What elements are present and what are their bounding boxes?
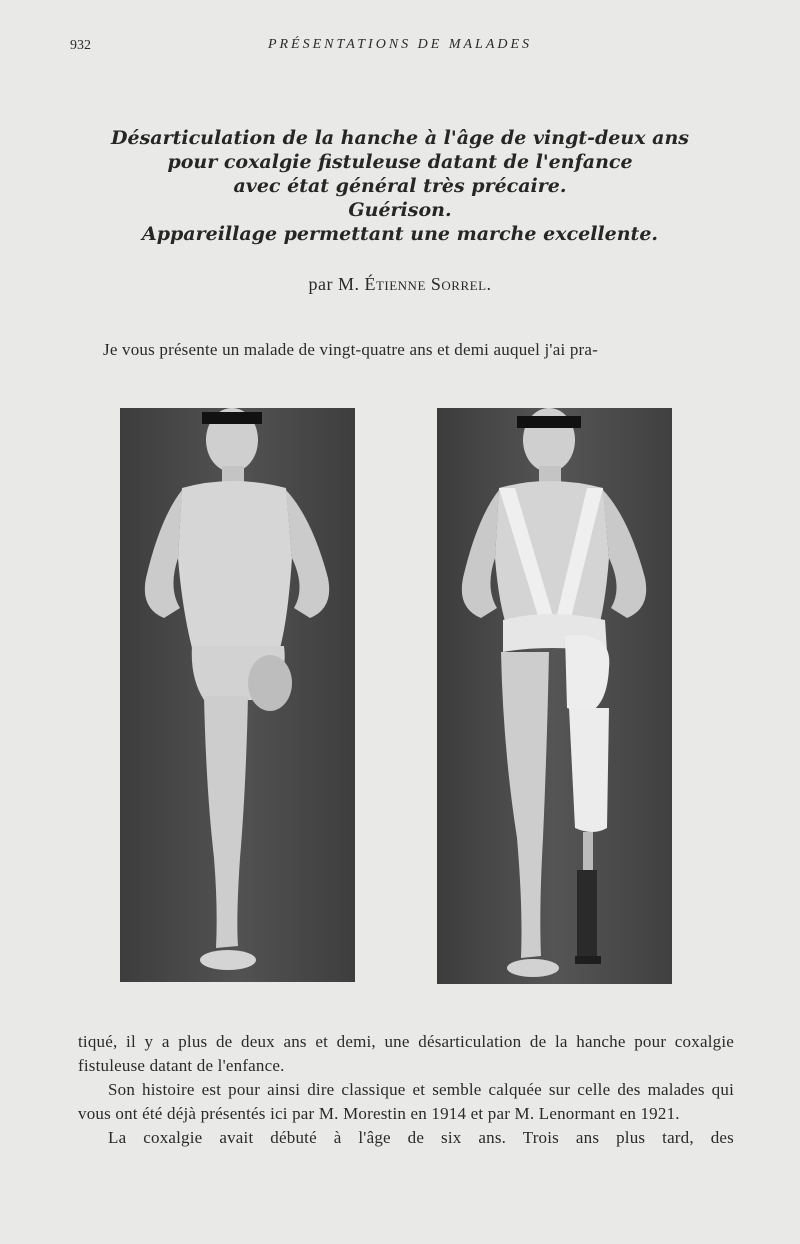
title-line: Appareillage permettant une marche excellente. <box>141 223 659 245</box>
title-line: Guérison. <box>348 199 452 221</box>
body-text <box>78 1030 734 1150</box>
paragraph: La coxalgie avait débuté à l'âge de six ans. Trois ans plus tard, des <box>108 1128 734 1147</box>
patient-photo-with-prosthesis-icon <box>437 408 672 984</box>
patient-photo-without-prosthesis-icon <box>120 408 355 982</box>
title-line: avec état général très précaire. <box>233 175 567 197</box>
paragraph: tiqué, il y a plus de deux ans et demi, une désarticulation de la hanche pour coxalgie fistuleuse datant de l'enfance. <box>78 1032 734 1075</box>
intro-paragraph: Je vous présente un malade de vingt-quatre ans et demi auquel j'ai pra- <box>103 340 598 359</box>
author-line <box>0 274 800 295</box>
author-prefix: par <box>308 274 333 294</box>
paragraph: Son histoire est pour ainsi dire classique et semble calquée sur celle des malades qui vous ont été déjà présentés ici par M. Morestin en 1914 et par M. Lenormant en 1921. <box>78 1080 734 1123</box>
title-line: pour coxalgie fistuleuse datant de l'enfance <box>167 151 633 173</box>
running-header: PRÉSENTATIONS DE MALADES <box>267 37 533 52</box>
author-name: M. Étienne Sorrel. <box>337 274 492 294</box>
page-number: 932 <box>70 38 91 53</box>
title-line: Désarticulation de la hanche à l'âge de vingt-deux ans <box>111 127 689 149</box>
article-title <box>0 126 800 246</box>
